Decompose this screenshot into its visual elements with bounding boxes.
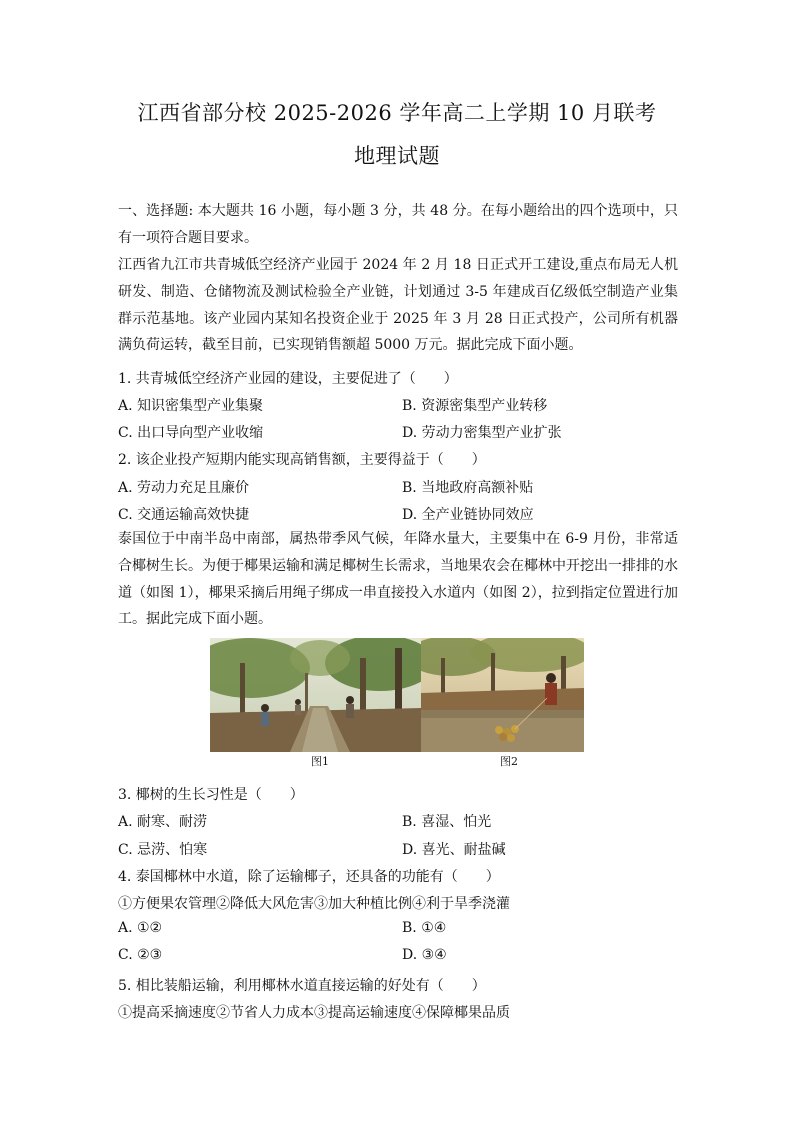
question-1-option-a: A. 知识密集型产业集聚 — [118, 398, 264, 414]
figure-1-caption: 图1 — [311, 755, 329, 768]
question-2-option-c: C. 交通运输高效快捷 — [118, 507, 250, 523]
exam-subtitle: 地理试题 — [354, 144, 440, 168]
question-2-stem: 2. 该企业投产短期内能实现高销售额，主要得益于（ ） — [118, 452, 486, 468]
question-3-option-d: D. 喜光、耐盐碱 — [402, 842, 506, 858]
question-5-stem: 5. 相比装船运输，利用椰林水道直接运输的好处有（ ） — [118, 978, 486, 994]
question-4-choices: ①方便果农管理②降低大风危害③加大种植比例④利于旱季浇灌 — [118, 896, 510, 912]
question-2-option-a: A. 劳动力充足且廉价 — [118, 480, 250, 496]
question-1-option-b: B. 资源密集型产业转移 — [402, 398, 548, 414]
question-1-option-d: D. 劳动力密集型产业扩张 — [402, 425, 562, 441]
question-2-option-d: D. 全产业链协同效应 — [402, 507, 534, 523]
figure-2-caption: 图2 — [500, 755, 518, 768]
passage-2: 泰国位于中南半岛中南部，属热带季风气候，年降水量大，主要集中在 6-9 月份，非常适合椰树生长。为便于椰果运输和满足椰树生长需求，当地果农会在椰林中开挖出一排排的水道（如图 1），椰果采摘后用绳子绑成一串直接投入水道内（如图 2），拉到指定位置进行加工。据此完成下面小题。 — [118, 531, 678, 628]
question-1-option-c: C. 出口导向型产业收缩 — [118, 425, 264, 441]
question-3-option-c: C. 忌涝、怕寒 — [118, 842, 208, 858]
question-4-option-a: A. ①② — [118, 920, 163, 936]
question-4-option-c: C. ②③ — [118, 947, 163, 963]
question-3-option-b: B. 喜湿、怕光 — [402, 814, 492, 830]
exam-title: 江西省部分校 2025-2026 学年高二上学期 10 月联考 — [137, 101, 657, 125]
figure-1-photo — [210, 638, 421, 752]
question-4-option-b: B. ①④ — [402, 920, 447, 936]
question-2-option-b: B. 当地政府高额补贴 — [402, 480, 534, 496]
question-5-choices: ①提高采摘速度②节省人力成本③提高运输速度④保障椰果品质 — [118, 1005, 510, 1021]
question-4-option-d: D. ③④ — [402, 947, 447, 963]
question-3-stem: 3. 椰树的生长习性是（ ） — [118, 787, 304, 803]
section-instructions: 一、选择题: 本大题共 16 小题，每小题 3 分，共 48 分。在每小题给出的四个选项中，只有一项符合题目要求。 — [118, 203, 678, 246]
passage-1: 江西省九江市共青城低空经济产业园于 2024 年 2 月 18 日正式开工建设,重点布局无人机研发、制造、仓储物流及测试检验全产业链，计划通过 3-5 年建成百亿级低空制造产业集群示范基地。该产业园内某知名投资企业于 2025 年 3 月 28 日正式投产，公司所有机器满负荷运转，截至目前，已实现销售额超 5000 万元。据此完成下面小题。 — [118, 257, 678, 354]
question-4-stem: 4. 泰国椰林中水道，除了运输椰子，还具备的功能有（ ） — [118, 869, 500, 885]
question-1-stem: 1. 共青城低空经济产业园的建设，主要促进了（ ） — [118, 371, 458, 387]
question-3-option-a: A. 耐寒、耐涝 — [118, 814, 208, 830]
figure-2-photo — [421, 638, 584, 752]
